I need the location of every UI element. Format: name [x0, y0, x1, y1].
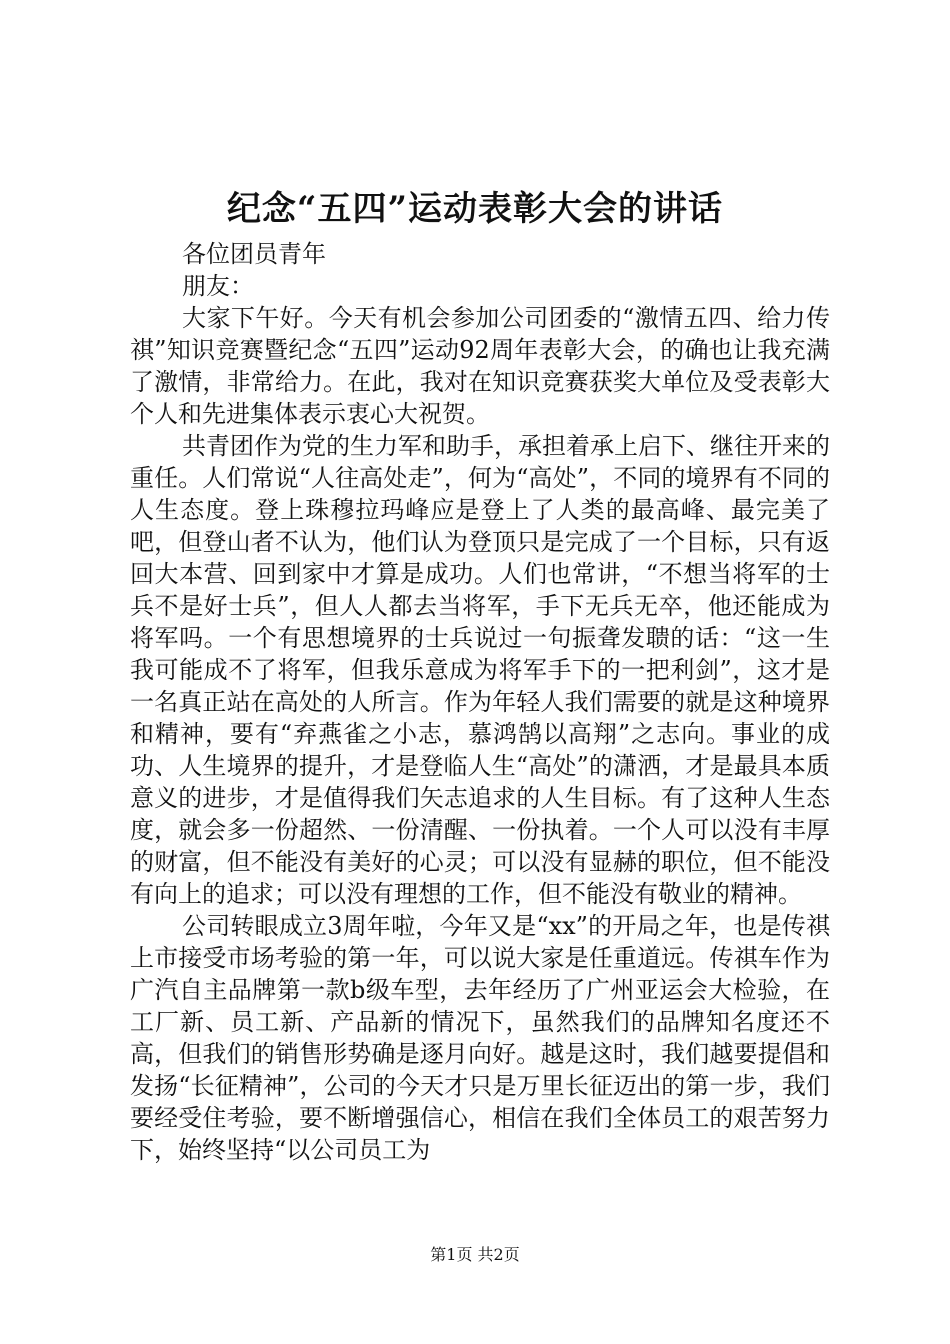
document-body [130, 238, 830, 1166]
paragraph-youth-league: 共青团作为党的生力军和助手，承担着承上启下、继往开来的重任。人们常说“人往高处走”，何为“高处”，不同的境界有不同的人生态度。登上珠穆拉玛峰应是登上了人类的最高峰、最完美了吧，但登山者不认为，他们认为登顶只是完成了一个目标，只有返回大本营、回到家中才算是成功。人们也常讲，“不想当将军的士兵不是好士兵”，但人人都去当将军，手下无兵无卒，他还能成为将军吗。一个有思想境界的士兵说过一句振聋发聩的话：“这一生我可能成不了将军，但我乐意成为将军手下的一把利剑”，这才是一名真正站在高处的人所言。作为年轻人我们需要的就是这种境界和精神，要有“弃燕雀之小志，慕鸿鹄以高翔”之志向。事业的成功、人生境界的提升，才是登临人生“高处”的潇洒，才是最具本质意义的进步，才是值得我们矢志追求的人生目标。有了这种人生态度，就会多一份超然、一份清醒、一份执着。一个人可以没有丰厚的财富，但不能没有美好的心灵；可以没有显赫的职位，但不能没有向上的追求；可以没有理想的工作，但不能没有敬业的精神。 [130, 432, 830, 908]
document-title: 纪念“五四”运动表彰大会的讲话 [226, 189, 724, 229]
paragraph-company: 公司转眼成立3周年啦，今年又是“xx”的开局之年，也是传祺上市接受市场考验的第一年，可以说大家是任重道远。传祺车作为广汽自主品牌第一款b级车型，去年经历了广州亚运会大检验，在工厂新、员工新、产品新的情况下，虽然我们的品牌知名度还不高，但我们的销售形势确是逐月向好。越是这时，我们越要提倡和发扬“长征精神”，公司的今天才只是万里长征迈出的第一步，我们要经受住考验，要不断增强信心，相信在我们全体员工的艰苦努力下，始终坚持“以公司员工为 [130, 912, 830, 1164]
salutation-line-1: 各位团员青年 [182, 240, 326, 268]
page-footer: 第1页 共2页 [430, 1245, 520, 1264]
salutation-line-2: 朋友： [182, 272, 254, 300]
paragraph-greeting: 大家下午好。今天有机会参加公司团委的“激情五四、给力传祺”知识竞赛暨纪念“五四”运动92周年表彰大会，的确也让我充满了激情，非常给力。在此，我对在知识竞赛获奖大单位及受表彰大个人和先进集体表示衷心大祝贺。 [130, 304, 830, 428]
